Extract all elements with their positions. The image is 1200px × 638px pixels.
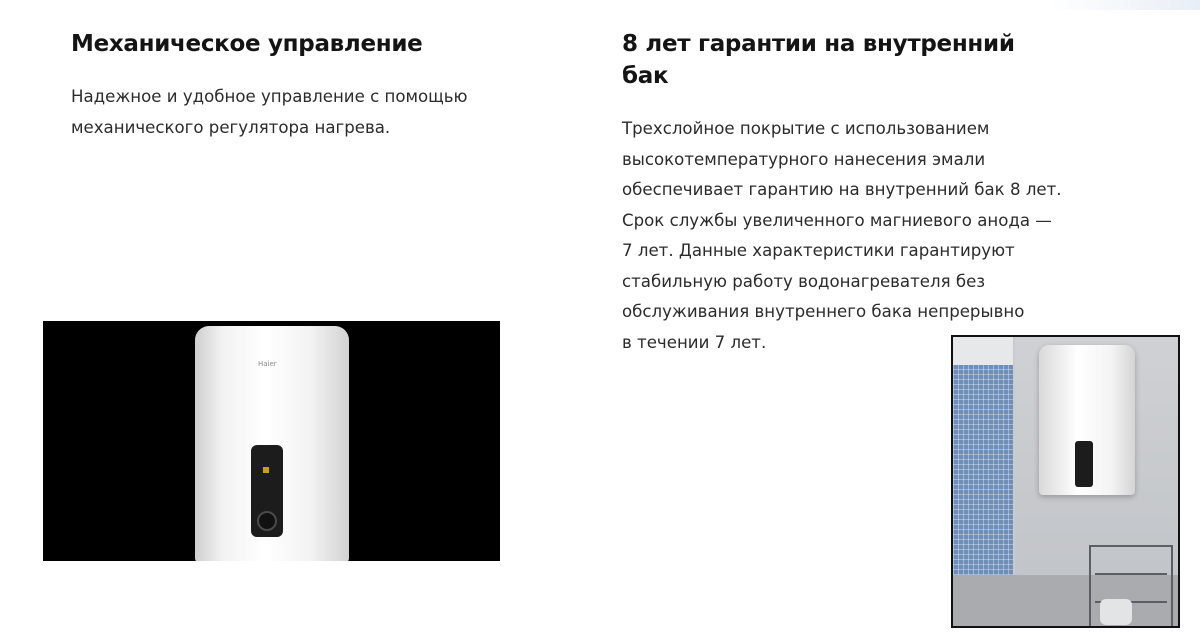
- mosaic-tiles: [953, 365, 1013, 575]
- water-heater-illustration: [1039, 345, 1135, 495]
- room-image-heater: [951, 335, 1180, 628]
- feature-description: Трехслойное покрытие с использованием высокотемпературного нанесения эмали обеспечивает гарантию на внутренний бак 8 лет. Срок службы увеличенного магниевого анода — 7 лет. Данные характеристики гарантируют стабильную работу водонагревателя без обслуживания внутреннего бака непрерывно в течении 7 лет.: [622, 119, 1062, 352]
- feature-title: 8 лет гарантии на внутренний бак: [622, 31, 1015, 89]
- product-image-heater: [43, 321, 500, 561]
- control-panel: [1075, 441, 1093, 487]
- basket: [1100, 599, 1132, 625]
- indicator-icon: [263, 467, 269, 473]
- feature-warranty: [622, 28, 1082, 358]
- temperature-knob: [257, 511, 277, 531]
- shelf-rack: [1095, 573, 1167, 575]
- feature-title: Механическое управление: [71, 31, 423, 57]
- brand-logo: Haier: [258, 360, 277, 368]
- top-decor: [1050, 0, 1200, 10]
- control-panel: [251, 445, 283, 537]
- wall-top: [953, 337, 1013, 365]
- feature-mechanical-control: [71, 28, 541, 143]
- feature-description: Надежное и удобное управление с помощью механического регулятора нагрева.: [71, 87, 468, 137]
- water-heater-illustration: [195, 326, 349, 561]
